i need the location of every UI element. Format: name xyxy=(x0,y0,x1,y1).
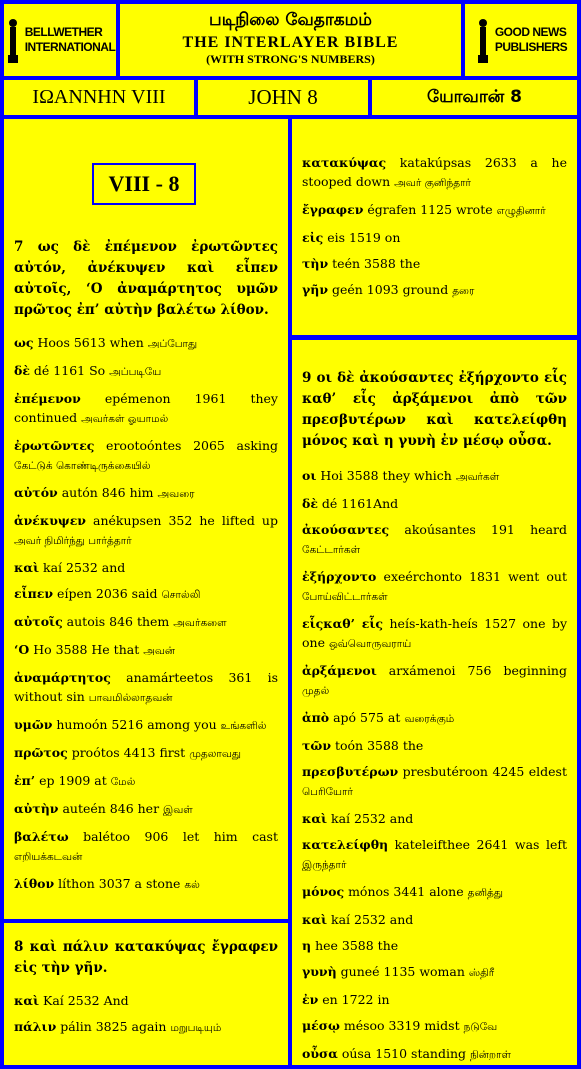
greek-word: αὐτοῖς xyxy=(14,614,63,629)
transliteration-gloss: anamárteetos 361 is without sin xyxy=(14,670,278,704)
greek-word: ἀρξάμενοι xyxy=(302,663,377,678)
verse7-greek: 7 ως δὲ ἐπέμενον ἐρωτῶντες αὐτόν, ἀνέκυψεν καὶ εἶπεν αὐτοῖς, ‘Ο ἀναμάρτητος υμῶν πρῶτος ἐπ’ αὐτὴν βαλέτω λίθον. xyxy=(14,239,278,318)
word-entry xyxy=(14,483,278,504)
transliteration-gloss: mónos 3441 alone xyxy=(344,884,468,899)
transliteration-gloss: autón 846 him xyxy=(57,485,158,500)
word-entry xyxy=(302,936,567,955)
greek-word: αὐτὴν xyxy=(14,801,59,816)
left-logo-line2: INTERNATIONAL xyxy=(24,40,116,54)
word-entry xyxy=(302,228,567,247)
transliteration-gloss: geén 1093 ground xyxy=(328,282,453,297)
word-entry xyxy=(14,558,278,577)
tamil-gloss: கல் xyxy=(184,879,200,891)
left-logo-line1: BELLWETHER xyxy=(24,25,103,39)
tamil-gloss: அவர்கள் ஓயாமல் xyxy=(81,413,169,425)
transliteration-gloss: kaí 2532 and xyxy=(327,811,414,826)
transliteration-gloss: mésoo 3319 midst xyxy=(339,1018,464,1033)
verse7-entries xyxy=(14,333,278,895)
verse9-entries xyxy=(302,466,567,1065)
word-entry xyxy=(302,520,567,560)
greek-word: καὶ xyxy=(14,993,40,1008)
transliteration-gloss: dé 1161And xyxy=(317,496,399,511)
greek-word: ἀναμάρτητος xyxy=(14,670,111,685)
tamil-gloss: முதல் xyxy=(302,685,330,697)
greek-word: ἀκούσαντες xyxy=(302,522,390,537)
greek-word: τὴν xyxy=(302,256,329,271)
transliteration-gloss: en 1722 in xyxy=(318,992,390,1007)
transliteration-gloss: Hoos 5613 when xyxy=(33,335,148,350)
tamil-title: படிநிலை வேதாகமம் xyxy=(209,10,372,30)
bible-title: THE INTERLAYER BIBLE xyxy=(182,34,399,51)
tamil-gloss: நின்றாள் xyxy=(470,1049,512,1061)
word-entry xyxy=(14,799,278,820)
transliteration-gloss: dé 1161 So xyxy=(29,363,110,378)
greek-word: εἶπεν xyxy=(14,586,54,601)
word-entry xyxy=(302,809,567,828)
transliteration-gloss: apó 575 at xyxy=(329,710,405,725)
greek-word: αὐτόν xyxy=(14,485,58,500)
greek-word: ως xyxy=(14,335,34,350)
greek-word: μέσῳ xyxy=(302,1018,340,1033)
tamil-gloss: அவர்களை xyxy=(173,617,227,629)
tamil-gloss: கேட்டுக் கொண்டிருக்கையில் xyxy=(14,460,151,472)
transliteration-gloss: oúsa 1510 standing xyxy=(337,1046,471,1061)
word-entry xyxy=(302,200,567,221)
word-entry xyxy=(302,567,567,607)
chapter-greek: ΙΩΑΝΝΗΝ VIII xyxy=(4,80,194,115)
word-entry xyxy=(14,874,278,895)
greek-word: τῶν xyxy=(302,738,331,753)
verse8-entries xyxy=(14,991,278,1038)
word-entry xyxy=(302,708,567,729)
transliteration-gloss: proótos 4413 first xyxy=(67,745,190,760)
word-entry xyxy=(14,743,278,764)
greek-word: οὖσα xyxy=(302,1046,338,1061)
word-entry xyxy=(302,882,567,903)
word-entry xyxy=(14,389,278,429)
tamil-gloss: ஸ்திரீ xyxy=(468,967,495,979)
verse8-greek: 8 καὶ πάλιν κατακύψας ἔγραφεν εἰς τὴν γῆν. xyxy=(14,939,278,976)
greek-word: γυνὴ xyxy=(302,964,337,979)
word-entry xyxy=(302,990,567,1009)
transliteration-gloss: kaí 2532 and xyxy=(327,912,414,927)
word-entry xyxy=(302,736,567,755)
word-entry xyxy=(14,668,278,708)
greek-word: βαλέτω xyxy=(14,829,69,844)
tamil-gloss: மேல் xyxy=(110,776,136,788)
word-entry xyxy=(302,962,567,983)
transliteration-gloss: humoón 5216 among you xyxy=(52,717,221,732)
tamil-gloss: உங்களில் xyxy=(220,720,267,732)
greek-word: δὲ xyxy=(14,363,30,378)
greek-word: κατακύψας xyxy=(302,155,387,170)
transliteration-gloss: katakúpsas 2633 a he stooped down xyxy=(302,155,567,189)
transliteration-gloss: ep 1909 at xyxy=(35,773,111,788)
transliteration-gloss: toón 3588 the xyxy=(331,738,424,753)
transliteration-gloss: Ho 3588 He that xyxy=(29,642,144,657)
transliteration-gloss: erootoóntes 2065 asking xyxy=(94,438,278,453)
greek-word: δὲ xyxy=(302,496,318,511)
tamil-gloss: தனித்து xyxy=(467,887,503,899)
tamil-gloss: அப்படியே xyxy=(109,366,162,378)
greek-word: υμῶν xyxy=(14,717,53,732)
transliteration-gloss: hee 3588 the xyxy=(311,938,399,953)
greek-word: λίθον xyxy=(14,876,55,891)
greek-word: οι xyxy=(302,468,317,483)
greek-word: ἐρωτῶντες xyxy=(14,438,95,453)
transliteration-gloss: eis 1519 on xyxy=(323,230,401,245)
chapter-verse-badge: VIII - 8 xyxy=(92,163,196,205)
word-entry xyxy=(14,1017,278,1038)
transliteration-gloss: akoúsantes 191 heard xyxy=(389,522,567,537)
bellwether-logo xyxy=(4,4,116,76)
chapter-tamil: யோவான் 8 xyxy=(372,80,577,115)
transliteration-gloss: eípen 2036 said xyxy=(53,586,162,601)
greek-word: ἀπὸ xyxy=(302,710,330,725)
tamil-gloss: தரை xyxy=(452,285,475,297)
greek-word: καὶ xyxy=(14,560,40,575)
tamil-gloss: எழுதினார் xyxy=(496,205,546,217)
greek-word: εἰς xyxy=(302,230,324,245)
word-entry xyxy=(14,361,278,382)
tamil-gloss: அவர் நிமிர்ந்து பார்த்தார் xyxy=(14,535,132,547)
tamil-gloss: அவன் xyxy=(143,645,176,657)
verse7-panel xyxy=(4,119,288,919)
verse9-greek: 9 οι δὲ ἀκούσαντες ἐξήρχοντο εἷς καθ’ εἷς ἀρξάμενοι ἀπὸ τῶν πρεσβυτέρων καὶ κατελείφθη μόνος καὶ η γυνὴ ἐν μέσῳ οὖσα. xyxy=(302,370,567,449)
title-block xyxy=(120,4,461,76)
word-entry xyxy=(302,494,567,513)
transliteration-gloss: auteén 846 her xyxy=(58,801,164,816)
transliteration-gloss: autois 846 them xyxy=(62,614,174,629)
tamil-gloss: எறியக்கடவன் xyxy=(14,851,83,863)
word-entry xyxy=(14,771,278,792)
transliteration-gloss: epémenon 1961 they continued xyxy=(14,391,278,425)
greek-word: ἀνέκυψεν xyxy=(14,513,86,528)
transliteration-gloss: kaí 2532 and xyxy=(39,560,126,575)
statue-icon xyxy=(5,17,21,63)
greek-word: ‘Ο xyxy=(14,642,30,657)
word-entry xyxy=(302,762,567,802)
tamil-gloss: அவர்கள் xyxy=(455,471,500,483)
word-entry xyxy=(302,254,567,273)
transliteration-gloss: balétoo 906 let him cast xyxy=(68,829,278,844)
transliteration-gloss: arxámenoi 756 beginning xyxy=(376,663,567,678)
transliteration-gloss: kateleifthee 2641 was left xyxy=(388,837,567,852)
chapter-english: JOHN 8 xyxy=(198,80,368,115)
right-logo-line2: PUBLISHERS xyxy=(494,40,568,54)
word-entry xyxy=(14,640,278,661)
tamil-gloss: நடுவே xyxy=(463,1021,498,1033)
word-entry xyxy=(302,1016,567,1037)
verse8-cont-entries xyxy=(302,153,567,301)
greek-word: καὶ xyxy=(302,811,328,826)
transliteration-gloss: exeérchonto 1831 went out xyxy=(376,569,567,584)
transliteration-gloss: líthon 3037 a stone xyxy=(54,876,185,891)
transliteration-gloss: teén 3588 the xyxy=(328,256,421,271)
word-entry xyxy=(14,333,278,354)
transliteration-gloss: pálin 3825 again xyxy=(56,1019,171,1034)
tamil-gloss: அப்போது xyxy=(147,338,198,350)
word-entry xyxy=(14,827,278,867)
word-entry xyxy=(302,835,567,875)
greek-word: ἐξήρχοντο xyxy=(302,569,377,584)
tamil-gloss: பாவமில்லாதவன் xyxy=(88,692,173,704)
greek-word: πρῶτος xyxy=(14,745,68,760)
tamil-gloss: கேட்டார்கள் xyxy=(302,544,361,556)
word-entry xyxy=(302,910,567,929)
goodnews-logo xyxy=(465,4,577,76)
word-entry xyxy=(14,991,278,1010)
word-entry xyxy=(14,612,278,633)
tamil-gloss: போய்விட்டார்கள் xyxy=(302,591,388,603)
greek-word: ἔγραφεν xyxy=(302,202,364,217)
word-entry xyxy=(302,280,567,301)
word-entry xyxy=(14,436,278,476)
transliteration-gloss: presbutéroon 4245 eldest xyxy=(398,764,567,779)
verse8-panel xyxy=(4,923,288,1065)
greek-word: η xyxy=(302,938,312,953)
word-entry xyxy=(14,511,278,551)
tamil-gloss: ஒவ்வொருவராய் xyxy=(328,638,412,650)
tamil-gloss: முதலாவது xyxy=(189,748,242,760)
tamil-gloss: அவர் குனிந்தார் xyxy=(394,177,472,189)
transliteration-gloss: égrafen 1125 wrote xyxy=(363,202,497,217)
word-entry xyxy=(302,153,567,193)
tamil-gloss: இருந்தார் xyxy=(302,859,347,871)
greek-word: κατελείφθη xyxy=(302,837,389,852)
tamil-gloss: இவள் xyxy=(163,804,193,816)
greek-word: εἷςκαθ’ εἷς xyxy=(302,616,384,631)
bible-subtitle: (WITH STRONG'S NUMBERS) xyxy=(206,52,375,66)
word-entry xyxy=(14,584,278,605)
transliteration-gloss: anékupsen 352 he lifted up xyxy=(85,513,278,528)
greek-word: πάλιν xyxy=(14,1019,57,1034)
transliteration-gloss: guneé 1135 woman xyxy=(336,964,469,979)
greek-word: μόνος xyxy=(302,884,345,899)
tamil-gloss: வரைக்கும் xyxy=(404,713,455,725)
word-entry xyxy=(14,715,278,736)
word-entry xyxy=(302,614,567,654)
word-entry xyxy=(302,1044,567,1065)
transliteration-gloss: Kaí 2532 And xyxy=(39,993,129,1008)
verse9-panel xyxy=(292,340,577,1065)
word-entry xyxy=(302,466,567,487)
transliteration-gloss: heís-kath-heís 1527 one by one xyxy=(302,616,568,650)
greek-word: γῆν xyxy=(302,282,329,297)
tamil-gloss: அவரை xyxy=(157,488,195,500)
word-entry xyxy=(302,661,567,701)
tamil-gloss: சொல்லி xyxy=(161,589,201,601)
greek-word: πρεσβυτέρων xyxy=(302,764,399,779)
right-logo-line1: GOOD NEWS xyxy=(494,25,567,39)
statue-icon xyxy=(475,17,491,63)
greek-word: ἐπ’ xyxy=(14,773,36,788)
tamil-gloss: மறுபடியும் xyxy=(170,1022,222,1034)
greek-word: ἐν xyxy=(302,992,319,1007)
tamil-gloss: பெரியோர் xyxy=(302,786,353,798)
verse8-cont-panel xyxy=(292,119,577,335)
transliteration-gloss: Hoi 3588 they which xyxy=(316,468,456,483)
greek-word: καὶ xyxy=(302,912,328,927)
greek-word: ἐπέμενον xyxy=(14,391,81,406)
